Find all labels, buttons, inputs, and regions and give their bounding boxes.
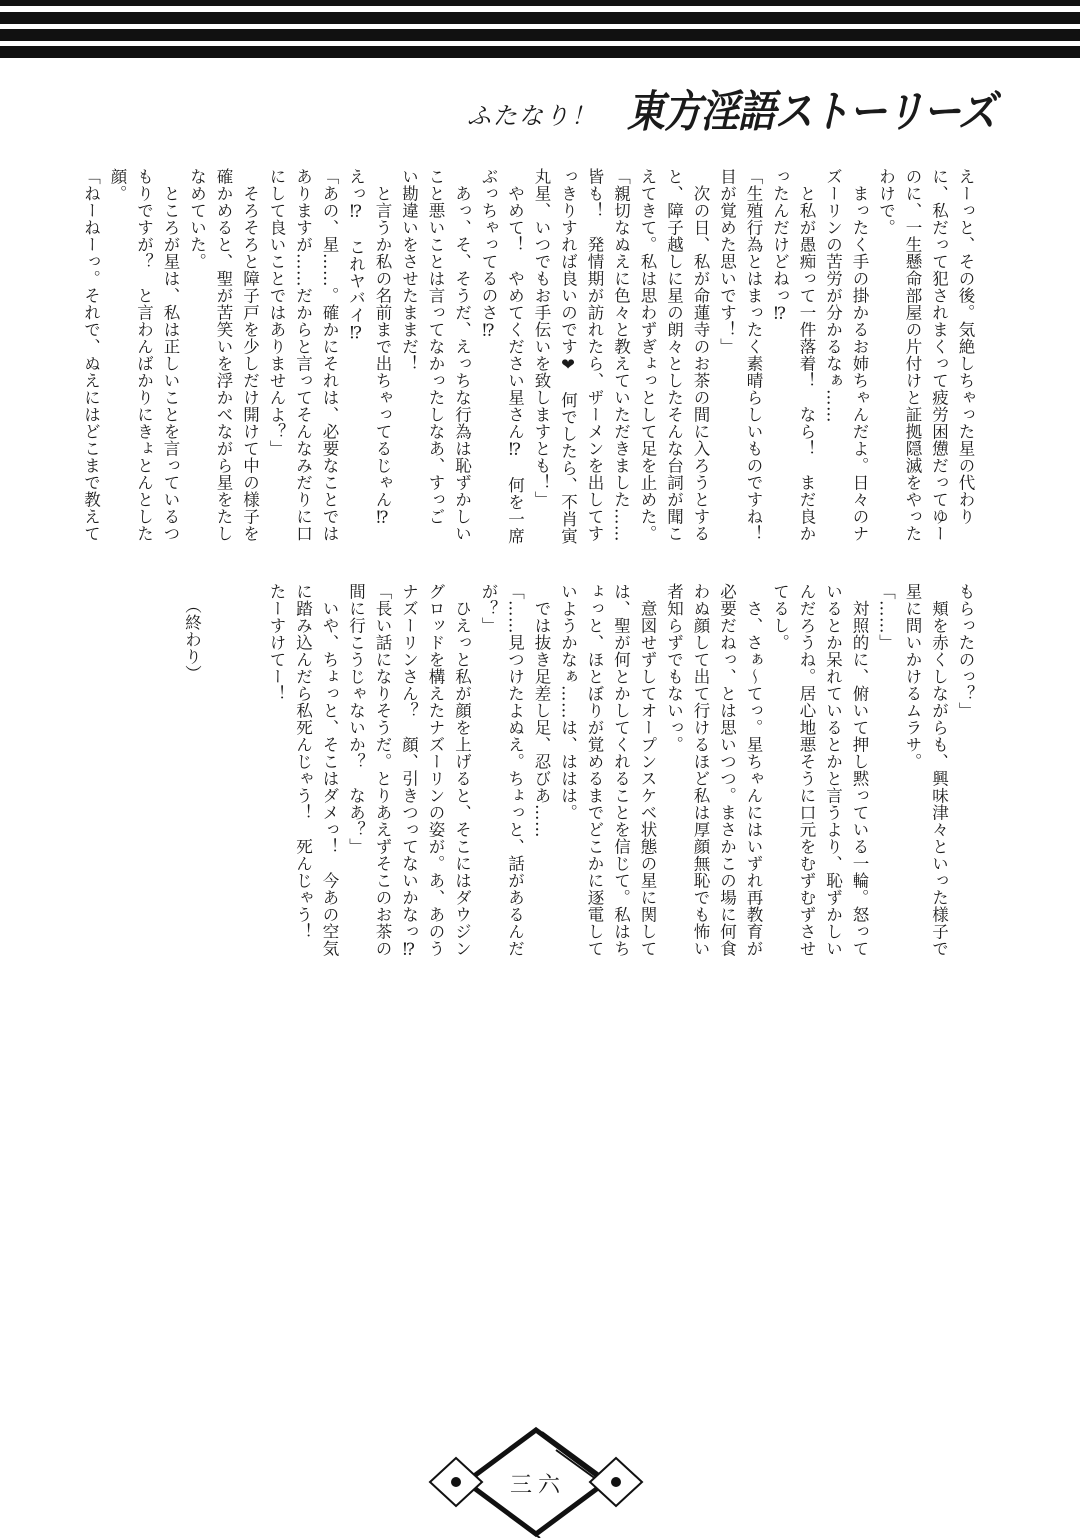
text-line: 「長い話になりそうだ。とりあえずそこのお茶の — [373, 583, 392, 957]
text-line: わけで。 — [876, 168, 896, 236]
text-line: にして良いことではありませんよ？」 — [267, 168, 286, 457]
series-title: 東方淫語ストーリーズ — [626, 86, 995, 137]
text-line: 丸星、いつでもお手伝いを致しますとも！」 — [532, 168, 551, 508]
text-line: が？」 — [479, 583, 498, 634]
text-line: グロッドを構えたナズーリンの姿が。あ、あのう — [426, 583, 445, 957]
text-line: 「……」 — [876, 583, 896, 651]
text-line: もりですが？ と言わんばかりにきょとんとした — [134, 168, 154, 542]
text-line: ひえっと私が顔を上げると、そこにはダウジン — [452, 583, 472, 957]
stripe — [0, 12, 1080, 24]
text-line: ぶっちゃってるのさ⁉ — [479, 168, 498, 341]
text-block-upper — [77, 168, 978, 568]
text-line: と言うか私の名前まで出ちゃってるじゃん⁉ — [373, 168, 392, 528]
text-line: っきりすれば良いのです❤ 何でしたら、不肖寅 — [558, 168, 578, 545]
stripe — [0, 0, 1080, 6]
text-line: 対照的に、俯いて押し黙っている一輪。怒って — [850, 583, 869, 957]
text-line: てるし。 — [770, 583, 790, 651]
text-line: 者知らずでもないっ。 — [664, 583, 684, 753]
text-line: ズーリンの苦労が分かるなぁ…… — [823, 168, 843, 423]
text-line: んだろうね。居心地悪そうに口元をむずむずさせ — [797, 583, 816, 957]
text-line: 星に問いかけるムラサ。 — [903, 583, 922, 770]
running-subtitle: ふたなり！ — [466, 102, 597, 130]
text-line: さ、さぁ〜てっ。星ちゃんにはいずれ再教育が — [744, 583, 763, 957]
text-line: やめて！ やめてください星さん⁉ 何を一席 — [505, 168, 525, 545]
text-line: に、私だって犯されまくって疲労困憊だってゆー — [929, 168, 949, 542]
ornament-line — [490, 1500, 540, 1538]
ornament-dot — [451, 1477, 461, 1487]
text-line: あっ、そ、そうだ、えっちな行為は恥ずかしい — [452, 168, 472, 542]
text-line: と私が愚痴って一件落着！ なら！ まだ良か — [797, 168, 816, 542]
text-line: えーっと、その後。気絶しちゃった星の代わり — [956, 168, 975, 525]
text-line: わぬ顔して出て行けるほど私は厚顔無恥でも怖い — [691, 583, 710, 957]
text-line: と、障子越しに星の朗々としたそんな台詞が聞こ — [664, 168, 684, 542]
text-line: は、聖が何とかしてくれることを信じて。私はち — [611, 583, 631, 957]
text-line: 「……見つけたよぬえ。ちょっと、話があるんだ — [505, 583, 525, 957]
text-line: 目が覚めた思いです！」 — [717, 168, 737, 355]
text-line: たーすけてー！ — [267, 583, 286, 702]
text-line: 次の日、私が命蓮寺のお茶の間に入ろうとする — [691, 168, 710, 542]
ornament-dot — [611, 1477, 621, 1487]
text-line: 間に行こうじゃないか？ なあ？」 — [346, 583, 366, 855]
text-line: いようかなぁ……は、ははは。 — [558, 583, 578, 821]
text-line: ナズーリンさん？ 顔、引きつってないかなっ⁉ — [399, 583, 419, 960]
running-title — [467, 80, 995, 135]
text-line: 顔。 — [108, 168, 127, 202]
text-line: こと悪いことは言ってなかったしなあ、すっご — [426, 168, 445, 525]
text-line: ったんだけどねっ⁉ — [770, 168, 790, 324]
text-line: 「生殖行為とはまったく素晴らしいものですね！ — [744, 168, 763, 542]
stripe — [0, 29, 1080, 41]
text-line: 「親切なぬえに色々と教えていただきました…… — [611, 168, 631, 542]
text-line: では抜き足差し足、忍びあ…… — [532, 583, 551, 838]
text-line: えっ⁉ これヤバイ⁉ — [346, 168, 366, 343]
text-line: ところが星は、私は正しいことを言っているつ — [161, 168, 180, 542]
text-line: いや、ちょっと、そこはダメっ！ 今あの空気 — [320, 583, 339, 957]
end-mark: （終わり） — [182, 597, 202, 682]
stripe — [0, 46, 1080, 58]
text-line: 意図せずしてオープンスケベ状態の星に関して — [638, 583, 657, 957]
text-line: いるとか呆れているとかと言うより、恥ずかしい — [823, 583, 843, 957]
text-line: もらったのっ？」 — [956, 583, 975, 719]
text-block-lower — [178, 583, 978, 983]
text-line: 確かめると、聖が苦笑いを浮かべながら星をたし — [214, 168, 233, 542]
text-line: なめていた。 — [187, 168, 207, 270]
page-number: 三六 — [509, 1473, 566, 1498]
text-line: 頬を赤くしながらも、興味津々といった様子で — [929, 583, 949, 957]
text-line: い勘違いをさせたままだ！ — [399, 168, 419, 372]
text-line: のに、一生懸命部屋の片付けと証拠隠滅をやった — [903, 168, 922, 542]
text-line: そろそろと障子戸を少しだけ開けて中の様子を — [240, 168, 260, 542]
text-line: 必要だねっ、とは思いつつ。まさかこの場に何食 — [717, 583, 737, 957]
text-line: まったく手の掛かるお姉ちゃんだよ。日々のナ — [850, 168, 869, 542]
text-line: 皆も！ 発情期が訪れたら、ザーメンを出してす — [585, 168, 604, 542]
text-line: ありますが……だからと言ってそんなみだりに口 — [293, 168, 313, 542]
ornament-line — [490, 1432, 532, 1464]
text-line: 「ねーねーっ。それで、ぬえにはどこまで教えて — [81, 168, 101, 542]
text-line: に踏み込んだら私死んじゃう！ 死んじゃう！ — [293, 583, 313, 940]
text-line: ょっと、ほとぼりが覚めるまでどこかに逐電して — [585, 583, 604, 957]
text-line: えてきて。私は思わずぎょっとして足を止めた。 — [638, 168, 657, 542]
text-line: 「あの、星……。確かにそれは、必要なことでは — [320, 168, 339, 542]
